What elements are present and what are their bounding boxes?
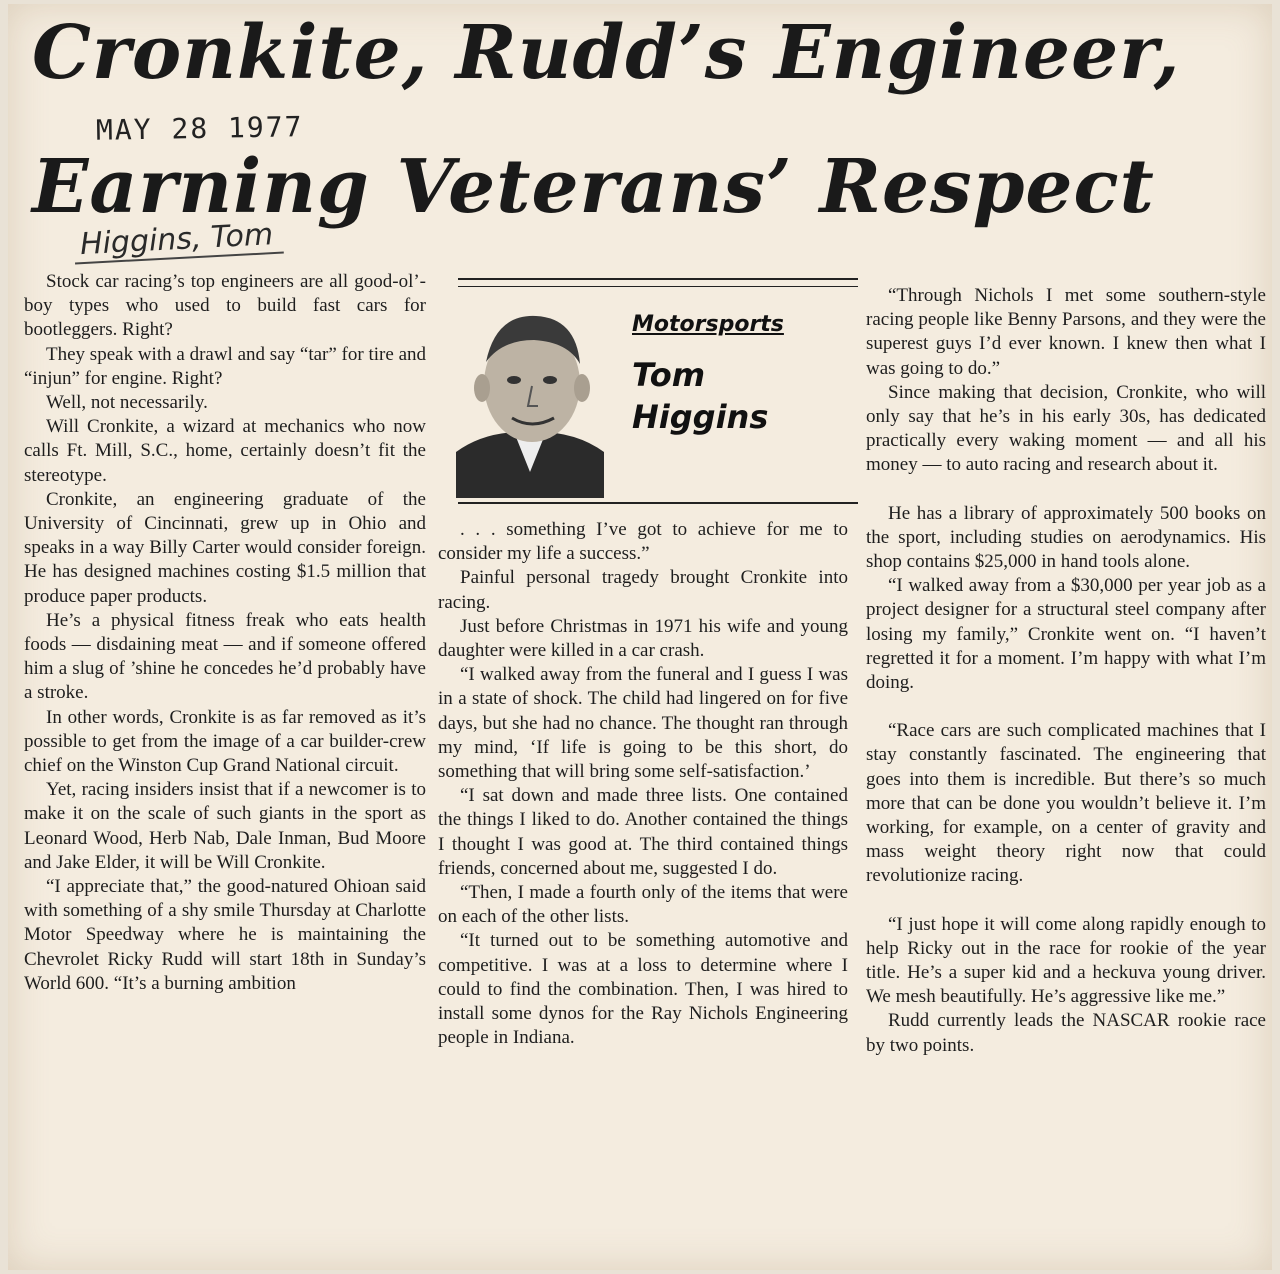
newspaper-clipping [8,4,1272,1270]
paragraph: “I sat down and made three lists. One contained the things I liked to do. Another contained the things I thought I was good at. The third contained things friends, concerned about me, suggested I do. [438,785,848,879]
paragraph: Yet, racing insiders insist that if a newcomer is to make it on the scale of such giants in the sport as Leonard Wood, Herb Nab, Dale Inman, Bud Moore and Jake Elder, it will be Will Cronkite. [24,779,426,873]
paragraph: In other words, Cronkite is as far removed as it’s possible to get from the image of a car builder-crew chief on the Winston Cup Grand National circuit. [24,706,426,777]
article-column-3 [866,284,1266,1058]
author-last-name: Higgins [632,398,769,436]
paragraph: Well, not necessarily. [46,392,208,414]
box-rule [458,286,858,287]
article-column-1 [24,270,426,996]
author-first-name: Tom [632,356,706,394]
headline-line-2: Earning Veterans’ Respect [32,144,1155,230]
article-column-2 [438,518,848,1050]
paragraph: Cronkite, an engineering graduate of the University of Cincinnati, grew up in Ohio and speaks in a way Billy Carter would consider foreign. He has designed machines costing $1.5 million that produce paper products. [24,488,426,607]
paragraph: “It turned out to be something automotive and competitive. I was at a loss to determine where I could to find the combination. Then, I was hired to install some dynos for the Ray Nichols Engineering people in Indiana. [438,930,848,1049]
section-label: Motorsports [632,312,784,337]
paragraph: “I appreciate that,” the good-natured Ohioan said with something of a shy smile Thursday at Charlotte Motor Speedway where he is maintaining the Chevrolet Ricky Rudd will start 18th in Sunday’s World 600. “It’s a burning ambition [24,876,426,994]
paragraph: Will Cronkite, a wizard at mechanics who now calls Ft. Mill, S.C., home, certainly doesn’t fit the stereotype. [24,416,426,486]
author-portrait-icon [456,302,604,498]
paragraph: Since making that decision, Cronkite, who will only say that he’s in his early 30s, has dedicated practically every waking moment — and all his money — to auto racing and research about it. [866,381,1266,476]
paragraph: Rudd currently leads the NASCAR rookie race by two points. [866,1010,1266,1056]
paragraph: Just before Christmas in 1971 his wife and young daughter were killed in a car crash. [438,615,848,662]
paragraph: Painful personal tragedy brought Cronkite into racing. [438,567,848,613]
box-rule [458,502,858,504]
byline-box [448,274,858,504]
paragraph: He has a library of approximately 500 books on the sport, including studies on aerodynamics. His shop contains $25,000 in hand tools alone. [866,502,1266,573]
handwritten-note: Higgins, Tom [73,217,284,265]
paragraph: They speak with a drawl and say “tar” for tire and “injun” for engine. Right? [24,343,426,389]
paragraph: “Race cars are such complicated machines that I stay constantly fascinated. The engineering that goes into them is incredible. But there’s so much more that can be done you wouldn’t believe it. I’m working, for example, on a center of gravity and mass weight theory right now that could revolutionize racing. [866,720,1266,887]
paragraph: “Then, I made a fourth only of the items that were on each of the other lists. [438,882,848,928]
paragraph: “Through Nichols I met some southern-style racing people like Benny Parsons, and they were the superest guys I’d ever known. I knew then what I was going to do.” [866,285,1266,379]
paragraph: . . . something I’ve got to achieve for me to consider my life a success.” [438,519,848,565]
date-stamp: MAY 28 1977 [95,110,304,147]
headline-line-1: Cronkite, Rudd’s Engineer, [32,10,1181,96]
box-rule [458,278,858,280]
paragraph: “I walked away from a $30,000 per year job as a project designer for a structural steel company after losing my family,” Cronkite went on. “I haven’t regretted it for a moment. I’m happy with what I’m doing. [866,575,1266,694]
paragraph: Stock car racing’s top engineers are all good-ol’-boy types who used to build fast cars for bootleggers. Right? [24,271,426,341]
paragraph: “I just hope it will come along rapidly enough to help Ricky out in the race for rookie of the year title. He’s a super kid and a heckuva young driver. We mesh beautifully. He’s aggressive like me.” [866,913,1266,1008]
paragraph: “I walked away from the funeral and I guess I was in a state of shock. The child had lingered on for five days, but she had no chance. The thought ran through my mind, ‘If life is going to be this short, do something that will bring some self-satisfaction.’ [438,664,848,783]
paragraph: He’s a physical fitness freak who eats health foods — disdaining meat — and if someone offered him a slug of ’shine he concedes he’d probably have a stroke. [24,609,426,704]
